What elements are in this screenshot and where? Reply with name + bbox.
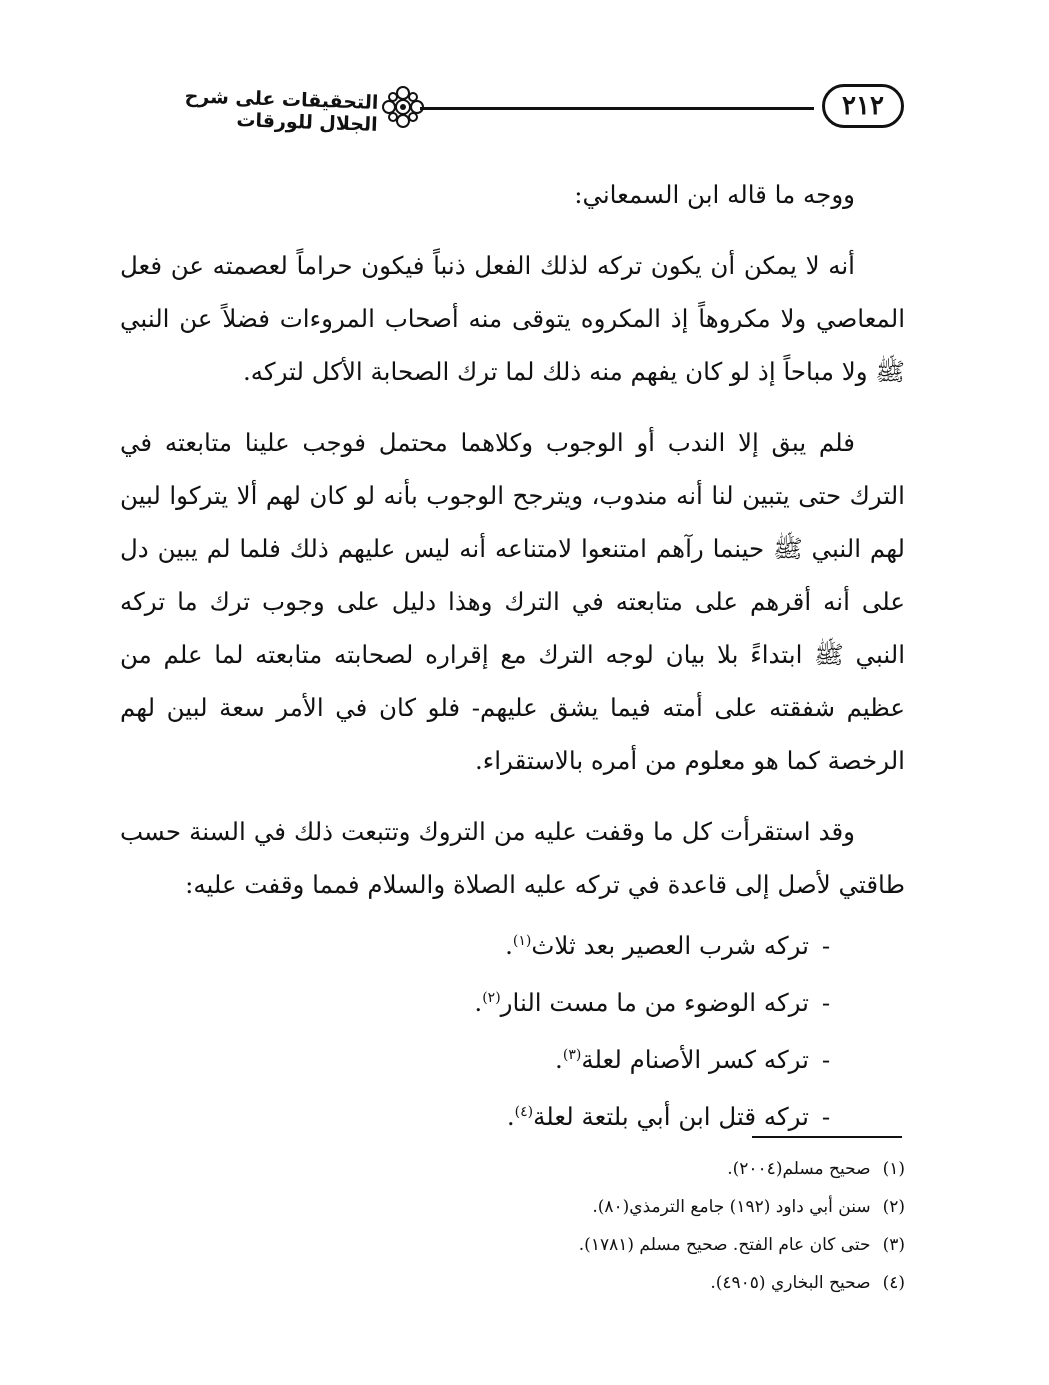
list-item: [120, 1088, 843, 1145]
list-item-text: تركه كسر الأصنام لعلة: [581, 1045, 809, 1074]
footnote-number: (٣): [882, 1235, 905, 1255]
footnote-text: صحيح مسلم(٢٠٠٤).: [727, 1159, 871, 1179]
page-number: ٢١٢: [822, 84, 904, 128]
page-header: [120, 70, 910, 150]
footnote-text: سنن أبي داود (١٩٢) جامع الترمذي(٨٠).: [592, 1197, 871, 1217]
footnote-ref[interactable]: (١): [512, 932, 532, 949]
footnotes: [120, 1150, 905, 1302]
footnote-number: (١): [882, 1159, 905, 1179]
list-dash: -: [821, 1102, 831, 1131]
footnote: [120, 1150, 905, 1188]
list-item-end: .: [505, 931, 513, 960]
footnote-ref[interactable]: (٣): [562, 1046, 582, 1063]
tarouk-list: [120, 917, 905, 1145]
footnote-ref[interactable]: (٤): [514, 1103, 534, 1120]
footnote: [120, 1264, 905, 1302]
paragraph-2: فلم يبق إلا الندب أو الوجوب وكلاهما محتمل فوجب علينا متابعته في الترك حتى يتبين لنا أنه مندوب، ويترجح الوجوب بأنه لو كان لهم ألا يتركوا لبين لهم النبي ﷺ حينما رآهم امتنعوا لامتناعه أنه ليس عليهم ذلك فلما لم يبين دل على أنه أقرهم على متابعته في الترك وهذا دليل على وجوب ترك ما تركه النبي ﷺ ابتداءً بلا بيان لوجه الترك مع إقراره لصحابته متابعته لما علم من عظيم شفقته على أمته فيما يشق عليهم- فلو كان في الأمر سعة لبين لهم الرخصة كما هو معلوم من أمره بالاستقراء.: [120, 428, 905, 775]
paragraph-intro: ووجه ما قاله ابن السمعاني:: [574, 180, 855, 209]
list-item-text: تركه شرب العصير بعد ثلاث: [531, 931, 809, 960]
list-dash: -: [821, 1045, 831, 1074]
list-item: [120, 974, 843, 1031]
footnote-separator: [752, 1136, 902, 1138]
list-item-end: .: [555, 1045, 563, 1074]
list-item: [120, 917, 843, 974]
list-dash: -: [821, 931, 831, 960]
header-rule: [420, 107, 814, 110]
footnote: [120, 1226, 905, 1264]
list-item-text: تركه الوضوء من ما مست النار: [500, 988, 809, 1017]
footnote-number: (٤): [882, 1273, 905, 1293]
list-item-end: .: [474, 988, 483, 1017]
paragraph-1: أنه لا يمكن أن يكون تركه لذلك الفعل ذنباً فيكون حراماً لعصمته عن فعل المعاصي ولا مكروهاً إذ المكروه يتوقى منه أصحاب المروءات فضلاً عن النبي ﷺ ولا مباحاً إذ لو كان يفهم منه ذلك لما ترك الصحابة الأكل لتركه.: [120, 251, 905, 386]
list-item: [120, 1031, 843, 1088]
paragraph-3: وقد استقرأت كل ما وقفت عليه من التروك وتتبعت ذلك في السنة حسب طاقتي لأصل إلى قاعدة في تركه عليه الصلاة والسلام فمما وقفت عليه:: [120, 817, 905, 899]
main-text: [120, 168, 905, 1145]
footnote-text: حتى كان عام الفتح. صحيح مسلم (١٧٨١).: [578, 1235, 871, 1255]
footnote-ref[interactable]: (٢): [482, 989, 501, 1006]
list-item-text: تركه قتل ابن أبي بلتعة لعلة: [533, 1102, 809, 1131]
book-title: التحقيقات على شرح الجلال للورقات: [184, 85, 379, 136]
list-dash: -: [821, 988, 831, 1017]
floral-ornament-icon: [378, 82, 428, 132]
footnote-text: صحيح البخاري (٤٩٠٥).: [710, 1273, 871, 1293]
footnote: [120, 1188, 905, 1226]
footnote-number: (٢): [882, 1197, 905, 1217]
list-item-end: .: [506, 1102, 515, 1131]
